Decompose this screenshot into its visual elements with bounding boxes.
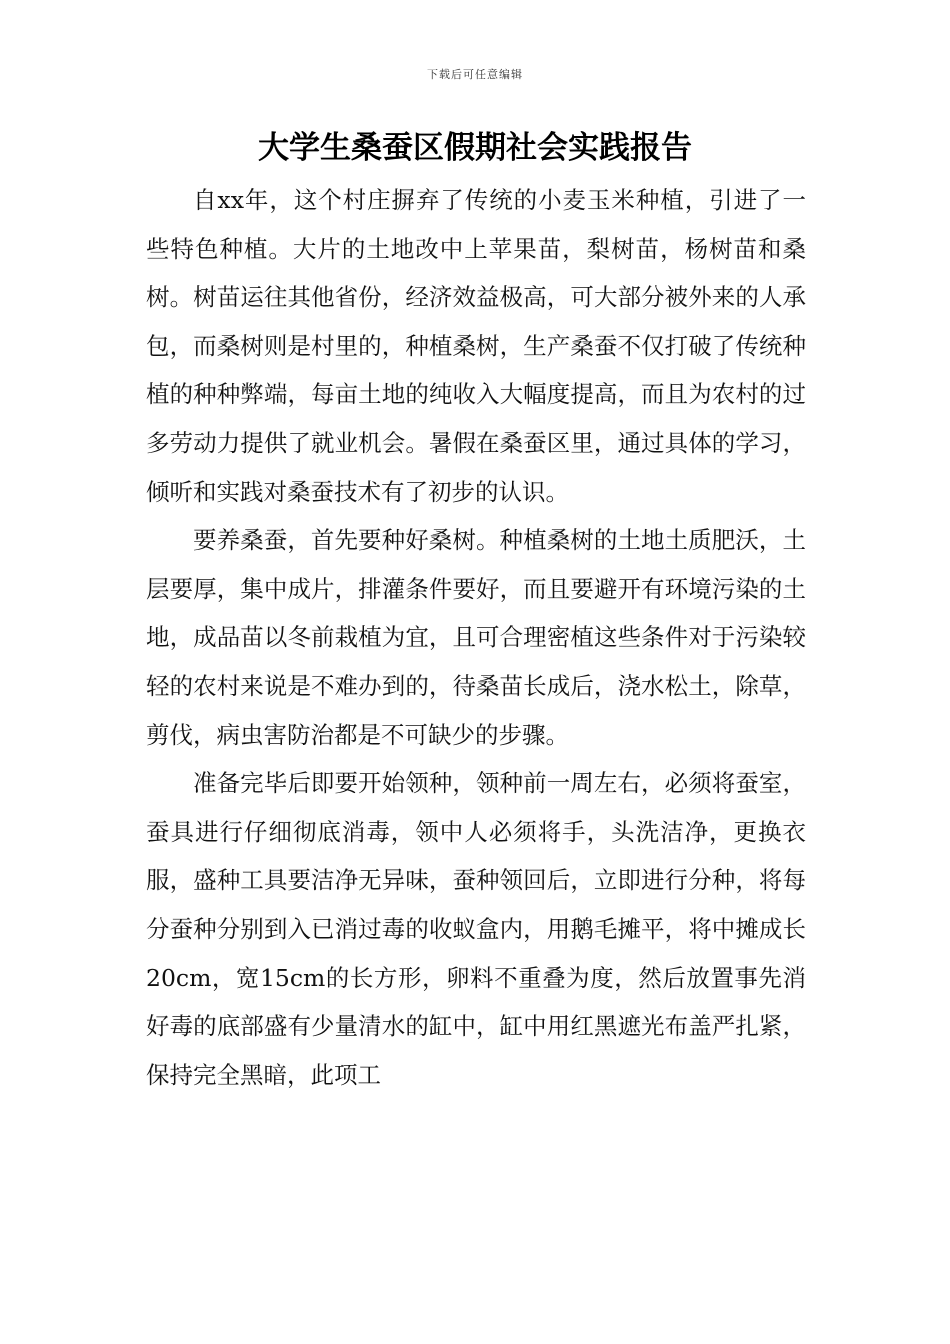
paragraph: 准备完毕后即要开始领种，领种前一周左右，必须将蚕室，蚕具进行仔细彻底消毒，领中人必须将手，头洗洁净，更换衣服，盛种工具要洁净无异味，蚕种领回后，立即进行分种，将每分蚕种分别到入已消过毒的收蚁盒内，用鹅毛摊平，将中摊成长20cm，宽15cm的长方形，卵料不重叠为度，然后放置事先消好毒的底部盛有少量清水的缸中，缸中用红黑遮光布盖严扎紧，保持完全黑暗，此项工	[146, 769, 806, 1089]
paragraph: 自xx年，这个村庄摒弃了传统的小麦玉米种植，引进了一些特色种植。大片的土地改中上苹果苗，梨树苗，杨树苗和桑树。树苗运往其他省份，经济效益极高，可大部分被外来的人承包，而桑树则是村里的，种植桑树，生产桑蚕不仅打破了传统种植的种种弊端，每亩土地的纯收入大幅度提高，而且为农村的过多劳动力提供了就业机会。暑假在桑蚕区里，通过具体的学习，倾听和实践对桑蚕技术有了初步的认识。	[146, 186, 806, 506]
paragraph: 要养桑蚕，首先要种好桑树。种植桑树的土地土质肥沃，土层要厚，集中成片，排灌条件要好，而且要避开有环境污染的土地，成品苗以冬前栽植为宜，且可合理密植这些条件对于污染较轻的农村来说是不难办到的，待桑苗长成后，浇水松土，除草，剪伐，病虫害防治都是不可缺少的步骤。	[146, 526, 806, 749]
header-note: 下载后可任意编辑	[427, 68, 523, 81]
document-title: 大学生桑蚕区假期社会实践报告	[258, 130, 692, 166]
document-body	[146, 176, 806, 1099]
